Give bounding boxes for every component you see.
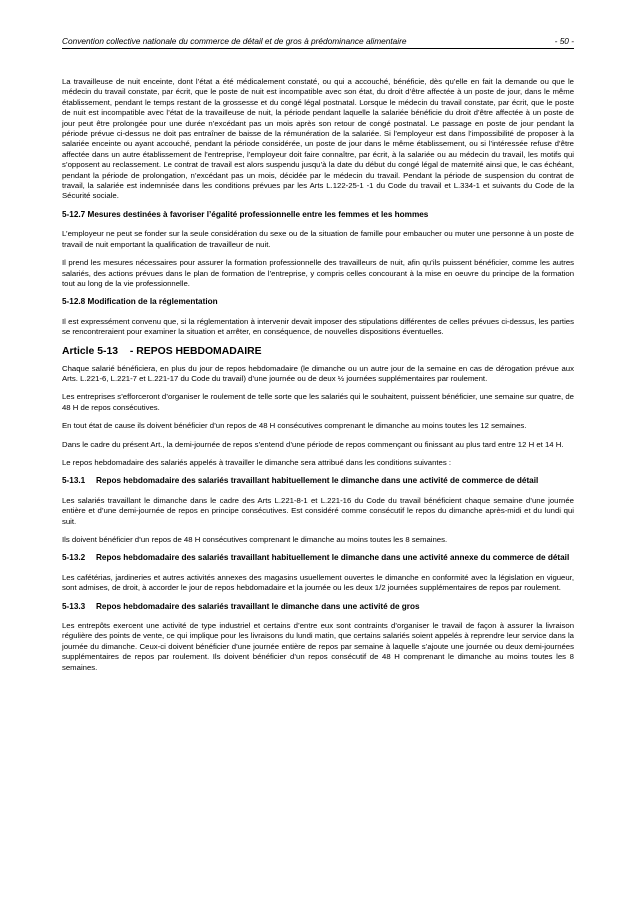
intro-paragraph: La travailleuse de nuit enceinte, dont l’état a été médicalement constaté, ou qui a accouché, bénéficie, dès qu’elle en fait la demande ou que le médecin du travail constate, par écrit, que le poste de nuit est incompatible avec son état, du droit d’être affectée à un poste de jour, dans le même établissement, pendant le temps restant de la grossesse et du congé légal postnatal. Lorsque le médecin du travail constate, par écrit, que le poste de nuit est incompatible avec l’état de la travailleuse de nuit, la période pendant laquelle la salariée bénéficie du droit d’être affectée à un poste de jour peut être prolongée pour une durée n’excédant pas un mois après son retour de congé postnatal. Le passage en poste de jour pendant la période prévue ci-dessus ne doit pas entraîner de baisse de la rémunération de la salariée. Si l’employeur est dans l’impossibilité de proposer à la salariée enceinte ou ayant accouché, pendant la période considérée, un poste de jour dans le même établissement, ou si l’intéressée refuse d’être affectée dans un autre établissement de l’entreprise, l’employeur doit faire connaître, par écrit, à la salariée ou au médecin du travail, les motifs qui s’opposent au reclassement. Le contrat de travail est alors suspendu jusqu’à la date du début du congé légal de maternité ainsi que, le cas échéant, pendant la période de prolongation, n’excédant pas un mois, décidée par le médecin du travail. Pendant la période de suspension du contrat de travail, la salariée est indemnisée dans les conditions prévues par les Arts L.122-25-1 -1 du Code du travail et L.334-1 et suivants du Code de la Sécurité sociale. <box>62 77 574 201</box>
article-number: Article 5-13 <box>62 345 119 357</box>
section-number: 5-13.3 <box>62 601 86 611</box>
section-title: Modification de la réglementation <box>87 297 218 307</box>
section-heading-5-13-2 <box>62 553 574 563</box>
paragraph: Il est expressément convenu que, si la réglementation à intervenir devait imposer des stipulations différentes de celles prévues ci-dessus, les parties se rencontreraient pour examiner la situation et arrêter, en conséquence, de nouvelles dispositions éventuelles. <box>62 316 574 337</box>
paragraph: Le repos hebdomadaire des salariés appelés à travailler le dimanche sera attribué dans les conditions suivantes : <box>62 457 452 467</box>
article-title: - REPOS HEBDOMADAIRE <box>129 345 262 357</box>
page-number: - 50 - <box>554 36 574 46</box>
section-heading-5-13-1 <box>62 476 574 486</box>
section-number: 5-13.1 <box>62 476 86 486</box>
section-number: 5-13.2 <box>62 553 86 563</box>
section-title: Repos hebdomadaire des salariés travaillant le dimanche dans une activité de gros <box>96 601 420 611</box>
document-page <box>62 36 574 681</box>
section-title: Mesures destinées à favoriser l’égalité professionnelle entre les femmes et les hommes <box>87 209 429 219</box>
header-title: Convention collective nationale du commerce de détail et de gros à prédominance alimentaire <box>62 36 407 46</box>
paragraph: Les cafétérias, jardineries et autres activités annexes des magasins usuellement ouvertes le dimanche en conformité avec la législation en vigueur, sont admises, de droit, à accorder le jour de repos hebdomadaire et la journée ou les deux 1/2 journées supplémentaires de repos par roulement. <box>62 572 574 593</box>
section-heading-5-12-8 <box>62 297 574 307</box>
section-number: 5-12.8 <box>62 297 86 307</box>
section-number: 5-12.7 <box>62 209 86 219</box>
section-title: Repos hebdomadaire des salariés travaillant habituellement le dimanche dans une activité annexe du commerce de détail <box>96 553 570 563</box>
paragraph: En tout état de cause ils doivent bénéficier d’un repos de 48 H consécutives comprenant le dimanche au moins toutes les 12 semaines. <box>62 421 527 431</box>
paragraph: Les entreprises s’efforceront d’organiser le roulement de telle sorte que les salariés qui le souhaitent, puissent bénéficier, une semaine sur quatre, de 48 H de repos consécutives. <box>62 392 574 412</box>
paragraph: Ils doivent bénéficier d’un repos de 48 H consécutives comprenant le dimanche au moins toutes les 8 semaines. <box>62 535 448 544</box>
paragraph: Les entrepôts exercent une activité de type industriel et certains d’entre eux sont contraints d’organiser le travail de façon à assurer la livraison régulière des points de vente, ce qui implique pour les livraisons du lundi matin, que certains salariés soient appelés à reprendre leur service dans la journée du dimanche. Ceux-ci doivent bénéficier d’une journée entière de repos par semaine à laquelle s’ajoute une journée ou deux demi-journées supplémentaires de repos par roulement. Ils doivent bénéficier d’un repos consécutif de 48 H comprenant le dimanche au moins toutes les 8 semaines. <box>62 621 574 672</box>
document-body <box>62 77 574 673</box>
running-header <box>62 36 574 49</box>
section-title: Repos hebdomadaire des salariés travaillant habituellement le dimanche dans une activité de commerce de détail <box>96 476 539 486</box>
paragraph: Chaque salarié bénéficiera, en plus du jour de repos hebdomadaire (le dimanche ou un autre jour de la semaine en cas de dérogation prévue aux Arts. L.221-6, L.221-7 et L.221-17 du Code du travail) d’une journée ou de deux ½ journées supplémentaires par roulement. <box>62 363 574 383</box>
section-heading-5-13-3 <box>62 602 574 612</box>
section-heading-5-12-7 <box>62 210 574 220</box>
paragraph: Il prend les mesures nécessaires pour assurer la formation professionnelle des travailleurs de nuit, afin qu’ils puissent bénéficier, comme les autres salariés, des actions prévues dans le plan de formation de l’entreprise, y compris celles concourant à la mise en oeuvre du principe de la formation tout au long de la vie professionnelle. <box>62 258 574 288</box>
paragraph: Les salariés travaillant le dimanche dans le cadre des Arts L.221-8-1 et L.221-16 du Code du travail bénéficient chaque semaine d’une journée entière et d’une demi-journée de repos en principe consécutives. Est considéré comme consécutif le repos du dimanche après-midi et du lundi qui suit. <box>62 495 574 526</box>
article-heading <box>62 346 574 357</box>
paragraph: L’employeur ne peut se fonder sur la seule considération du sexe ou de la situation de famille pour embaucher ou muter une personne à un poste de travail de nuit emportant la qualification de travailleur de nuit. <box>62 229 574 249</box>
paragraph: Dans le cadre du présent Art., la demi-journée de repos s’entend d’une période de repos commençant ou finissant au plus tard entre 12 H et 14 H. <box>62 439 564 449</box>
